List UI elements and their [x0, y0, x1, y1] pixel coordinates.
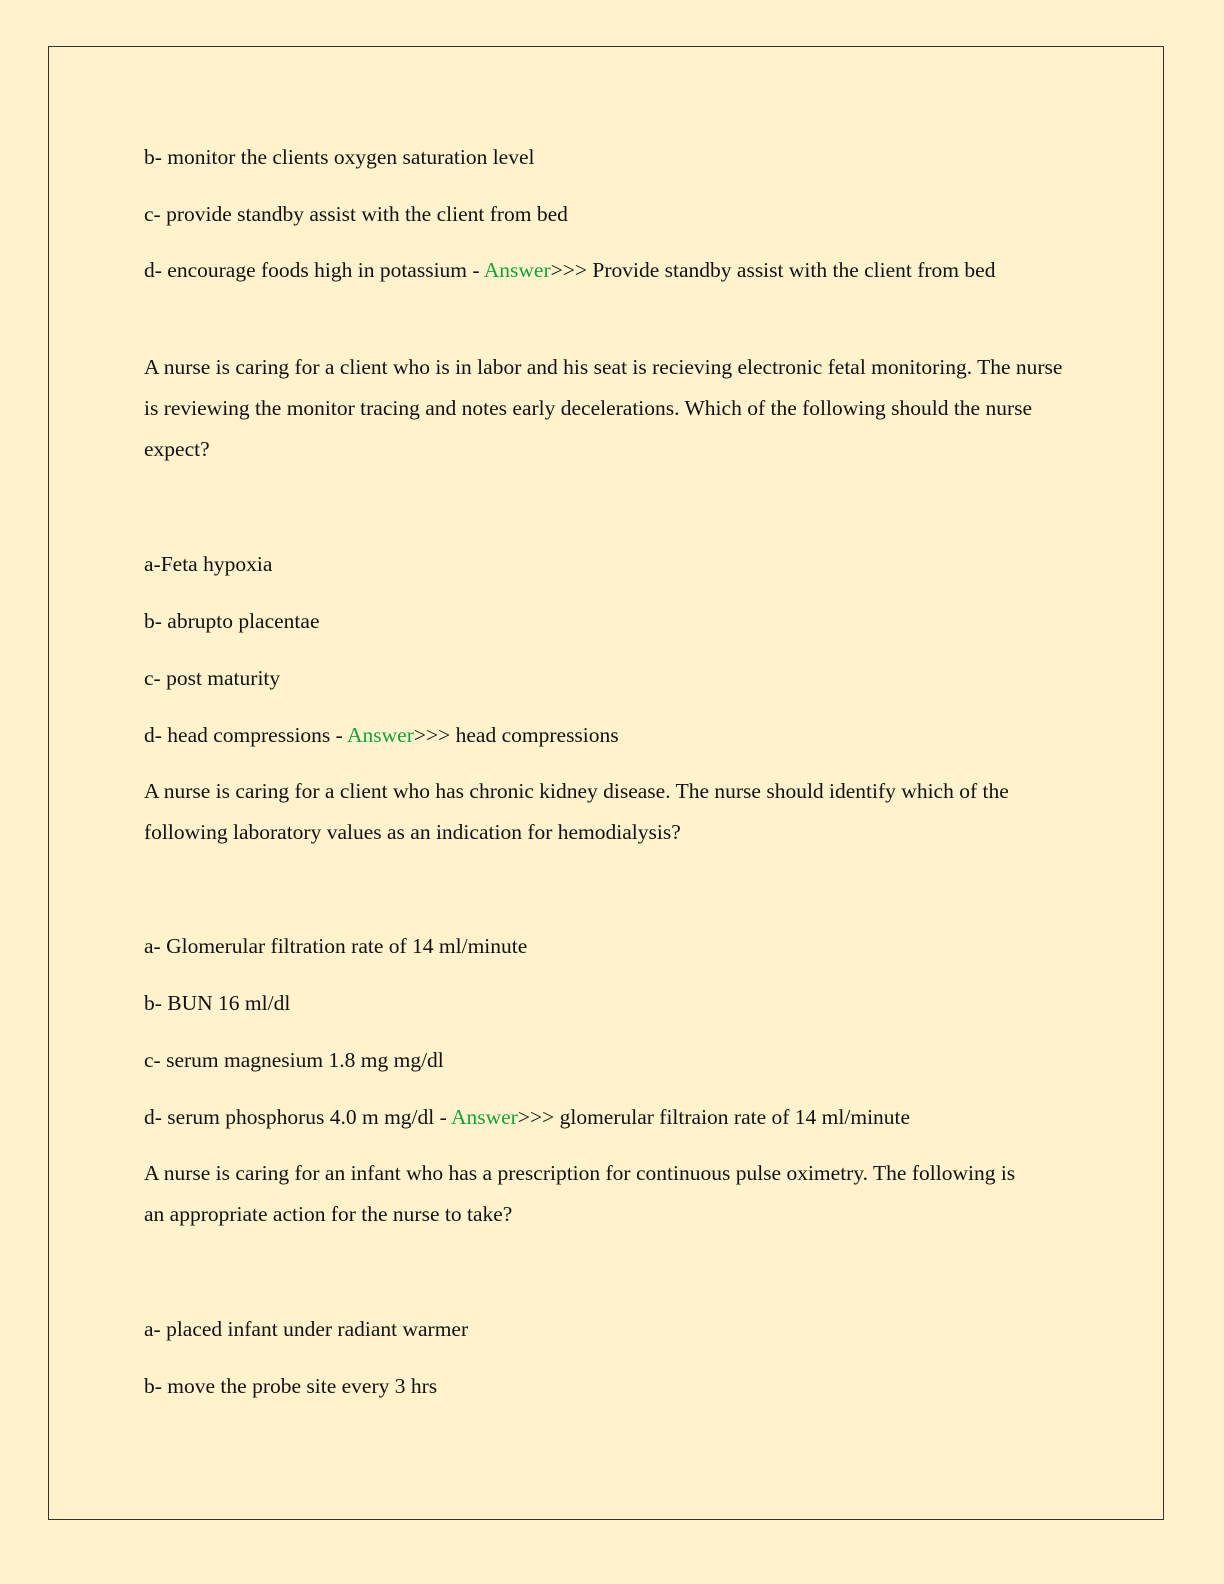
option-c: c- serum magnesium 1.8 mg mg/dl: [144, 1048, 444, 1072]
option-c: c- post maturity: [144, 666, 281, 690]
option-d-text: d- serum phosphorus 4.0 m mg/dl -: [144, 1105, 451, 1129]
question-stem: A nurse is caring for an infant who has a prescription for continuous pulse oximetry. The following is an appropriate action for the nurse to take?: [144, 1161, 1016, 1226]
option-d-with-answer: [144, 250, 1079, 291]
option-b: b- move the probe site every 3 hrs: [144, 1374, 438, 1398]
option-d-text: d- head compressions -: [144, 723, 348, 747]
option-d-text: d- encourage foods high in potassium -: [144, 258, 484, 282]
option-a: a- placed infant under radiant warmer: [144, 1317, 469, 1341]
option-d-with-answer: [144, 1103, 910, 1131]
option-a: a-Feta hypoxia: [144, 552, 273, 576]
option-b: b- abrupto placentae: [144, 609, 320, 633]
answer-label: Answer: [450, 1105, 518, 1129]
answer-label: Answer: [347, 723, 414, 747]
answer-label: Answer: [483, 258, 551, 282]
option-b: b- monitor the clients oxygen saturation level: [144, 145, 535, 169]
option-d-with-answer: [144, 721, 619, 749]
answer-text: >>> head compressions: [413, 723, 619, 747]
question-stem: A nurse is caring for a client who is in labor and his seat is recieving electronic fetal monitoring. The nurse is reviewing the monitor tracing and notes early decelerations. Which of the following should the nurse expect?: [144, 355, 1063, 461]
option-a: a- Glomerular filtration rate of 14 ml/minute: [144, 934, 528, 958]
option-c: c- provide standby assist with the client from bed: [144, 202, 568, 226]
question-stem: A nurse is caring for a client who has chronic kidney disease. The nurse should identify which of the following laboratory values as an indication for hemodialysis?: [144, 779, 1009, 844]
option-b: b- BUN 16 ml/dl: [144, 991, 291, 1015]
answer-text: >>> glomerular filtraion rate of 14 ml/minute: [517, 1105, 911, 1129]
answer-text: >>> Provide standby assist with the client from bed: [550, 258, 996, 282]
